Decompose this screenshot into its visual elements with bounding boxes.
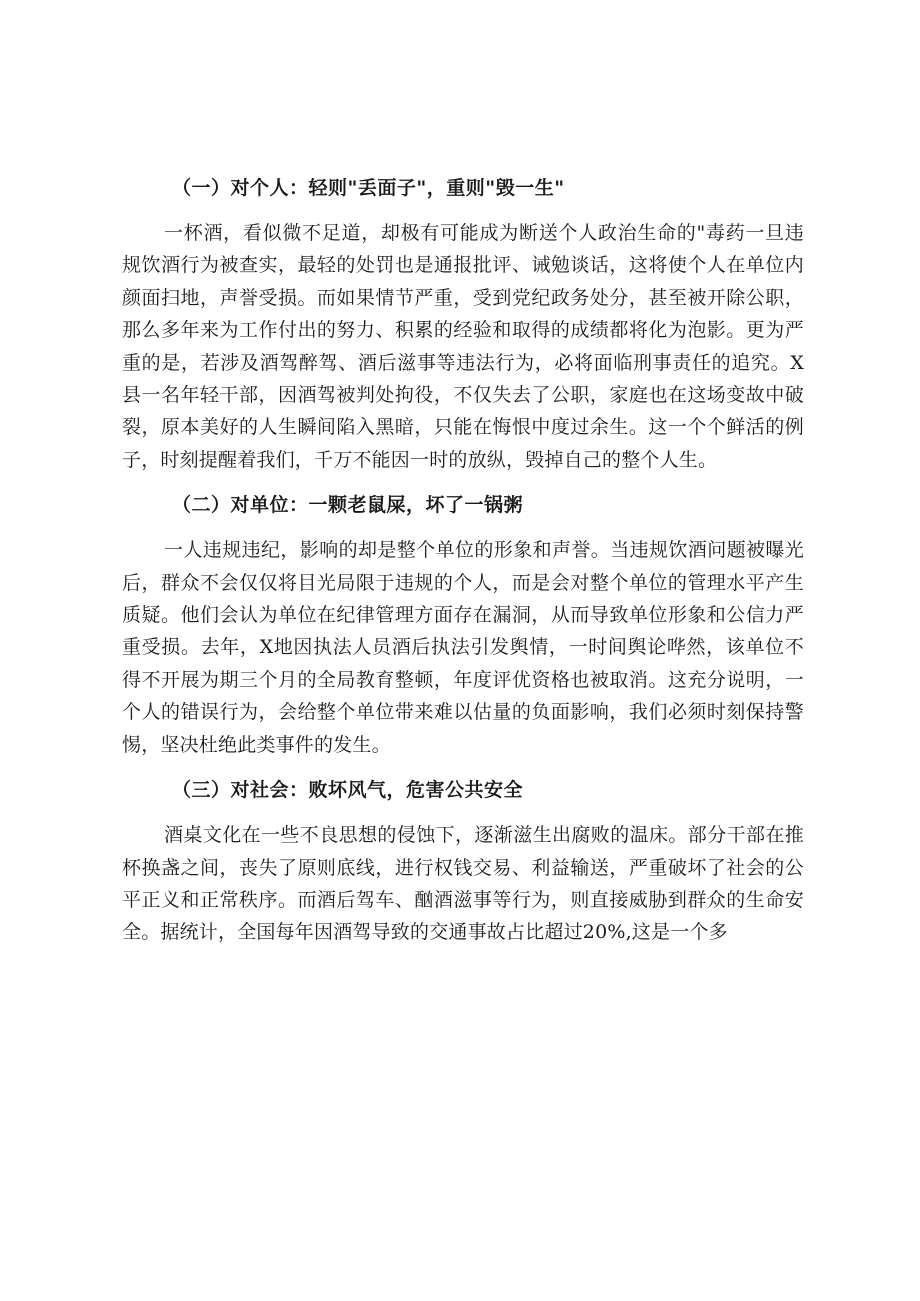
document-body: [122, 172, 804, 962]
section-paragraph-unit: 一人违规违纪，影响的却是整个单位的形象和声誉。当违规饮酒问题被曝光后，群众不会仅仅将目光局限于违规的个人，而是会对整个单位的管理水平产生质疑。他们会认为单位在纪律管理方面存在漏洞，从而导致单位形象和公信力严重受损。去年，X地因执法人员酒后执法引发舆情，一时间舆论哗然，该单位不得不开展为期三个月的全局教育整顿，年度评优资格也被取消。这充分说明，一个人的错误行为，会给整个单位带来难以估量的负面影响，我们必须时刻保持警惕，坚决杜绝此类事件的发生。: [122, 539, 804, 756]
section-heading-individual: （一）对个人：轻则"丢面子"，重则"毁一生": [172, 177, 565, 199]
section-heading-unit: （二）对单位：一颗老鼠屎，坏了一锅粥: [172, 494, 524, 517]
section-paragraph-individual: 一杯酒，看似微不足道，却极有可能成为断送个人政治生命的"毒药一旦违规饮酒行为被查实，最轻的处罚也是通报批评、诫勉谈话，这将使个人在单位内颜面扫地，声誉受损。而如果情节严重，受到党纪政务处分，甚至被开除公职，那么多年来为工作付出的努力、积累的经验和取得的成绩都将化为泡影。更为严重的是，若涉及酒驾醉驾、酒后滋事等违法行为，必将面临刑事责任的追究。X县一名年轻干部，因酒驾被判处拘役，不仅失去了公职，家庭也在这场变故中破裂，原本美好的人生瞬间陷入黑暗，只能在悔恨中度过余生。这一个个鲜活的例子，时刻提醒着我们，千万不能因一时的放纵，毁掉自己的整个人生。: [122, 222, 804, 471]
section-paragraph-society: 酒桌文化在一些不良思想的侵蚀下，逐渐滋生出腐败的温床。部分干部在推杯换盏之间，丧失了原则底线，进行权钱交易、利益输送，严重破坏了社会的公平正义和正常秩序。而酒后驾车、酗酒滋事等行为，则直接威胁到群众的生命安全。据统计，全国每年因酒驾导致的交通事故占比超过20%,这是一个多: [122, 824, 804, 944]
section-heading-society: （三）对社会：败坏风气，危害公共安全: [172, 779, 524, 802]
